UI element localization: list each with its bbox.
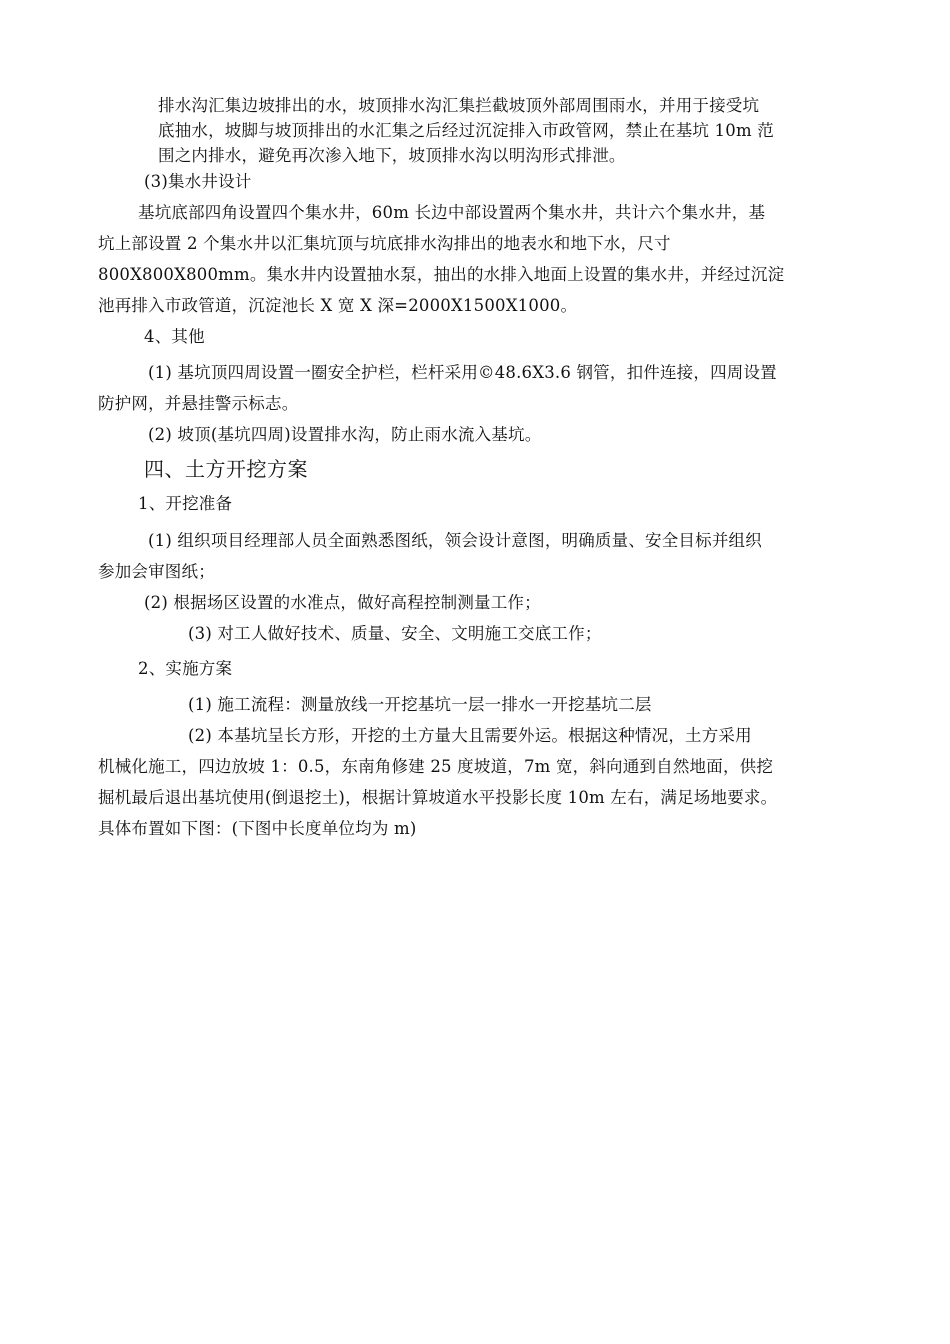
paragraph-line: 防护网，并悬挂警示标志。 [98, 394, 299, 413]
section-heading: 1、开挖准备 [138, 494, 233, 513]
paragraph-line: 基坑底部四角设置四个集水井，60m 长边中部设置两个集水井，共计六个集水井，基 [138, 203, 766, 222]
paragraph-line: 参加会审图纸； [98, 562, 215, 581]
paragraph-line: (1) 基坑顶四周设置一圈安全护栏，栏杆采用©48.6X3.6 钢管，扣件连接，四周设置 [148, 363, 777, 382]
paragraph-line: 具体布置如下图：(下图中长度单位均为 m) [98, 819, 417, 838]
paragraph-line: (1) 施工流程：测量放线一开挖基坑一层一排水一开挖基坑二层 [188, 695, 652, 714]
paragraph-line: 排水沟汇集边坡排出的水，坡顶排水沟汇集拦截坡顶外部周围雨水，并用于接受坑 [158, 96, 760, 115]
paragraph-line: (2) 本基坑呈长方形，开挖的土方量大且需要外运。根据这种情况，土方采用 [188, 726, 752, 745]
paragraph-line: 机械化施工，四边放坡 1：0.5，东南角修建 25 度坡道，7m 宽，斜向通到自然地面，供挖 [98, 757, 774, 776]
paragraph-line: 掘机最后退出基坑使用(倒退挖土)，根据计算坡道水平投影长度 10m 左右，满足场地要求。 [98, 788, 778, 807]
chapter-heading: 四、土方开挖方案 [144, 457, 308, 481]
paragraph-line: 800X800X800mm。集水井内设置抽水泵，抽出的水排入地面上设置的集水井，并经过沉淀 [98, 265, 785, 284]
section-heading: 4、其他 [144, 327, 205, 346]
paragraph-line: 池再排入市政管道，沉淀池长 X 宽 X 深=2000X1500X1000。 [98, 296, 578, 315]
paragraph-line: 底抽水，坡脚与坡顶排出的水汇集之后经过沉淀排入市政管网，禁止在基坑 10m 范 [158, 121, 774, 140]
section-heading: (3)集水井设计 [144, 172, 252, 191]
paragraph-line: 围之内排水，避免再次渗入地下，坡顶排水沟以明沟形式排泄。 [158, 146, 626, 165]
paragraph-line: (1) 组织项目经理部人员全面熟悉图纸，领会设计意图，明确质量、安全目标并组织 [148, 531, 762, 550]
paragraph-line: (2) 根据场区设置的水准点，做好高程控制测量工作； [144, 593, 541, 612]
paragraph-line: (3) 对工人做好技术、质量、安全、文明施工交底工作； [188, 624, 602, 643]
paragraph-line: (2) 坡顶(基坑四周)设置排水沟，防止雨水流入基坑。 [148, 425, 542, 444]
paragraph-line: 坑上部设置 2 个集水井以汇集坑顶与坑底排水沟排出的地表水和地下水，尺寸 [98, 234, 671, 253]
section-heading: 2、实施方案 [138, 659, 233, 678]
